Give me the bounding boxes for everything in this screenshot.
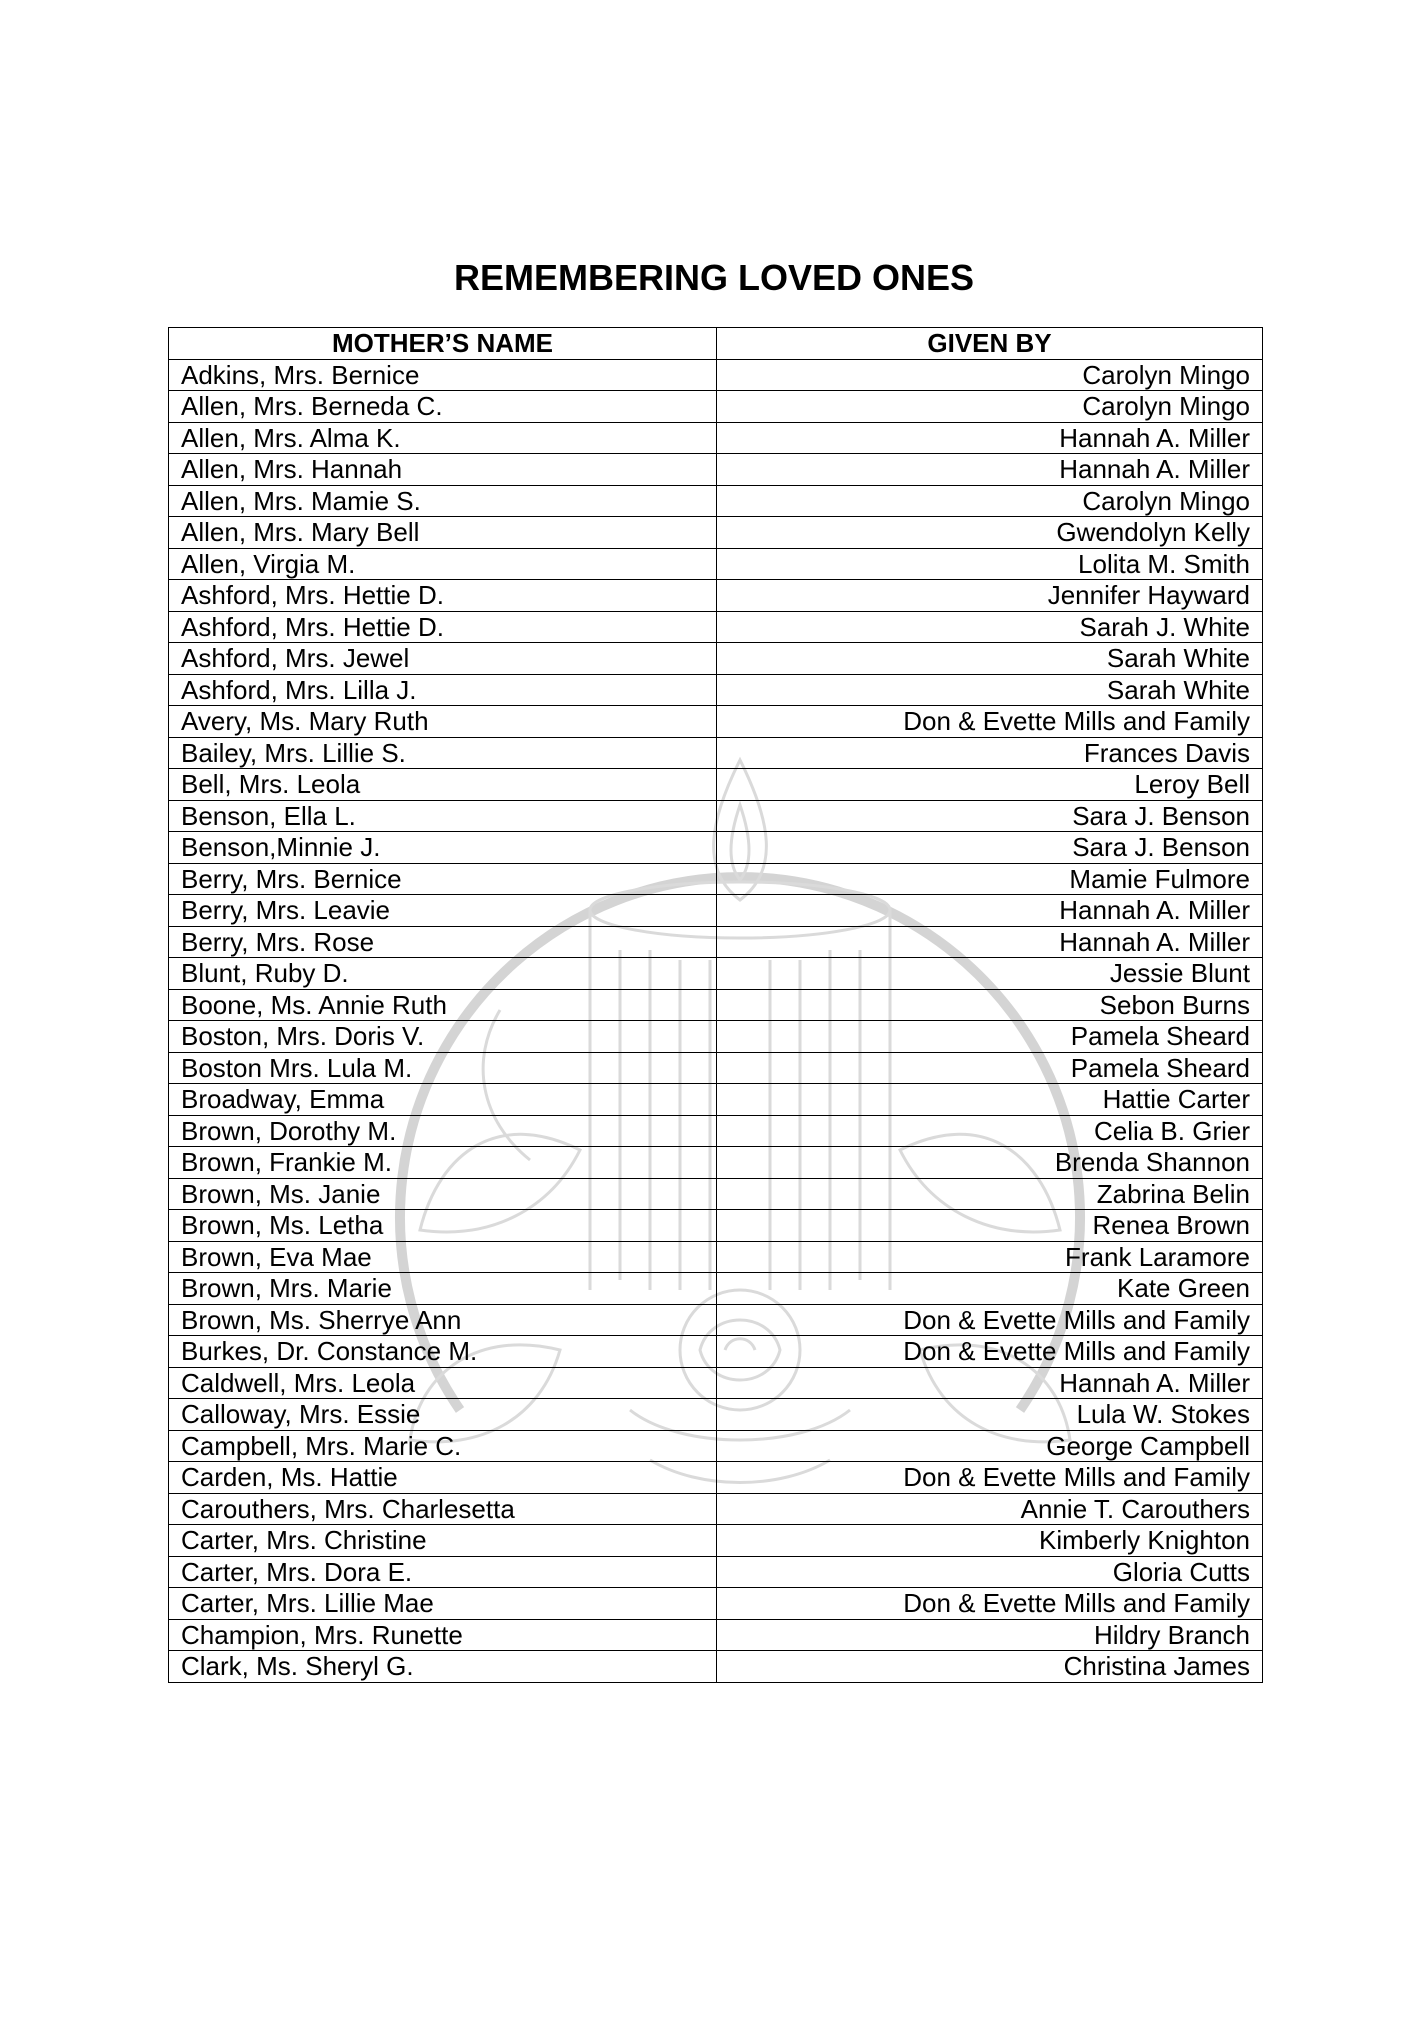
given-by-cell: Don & Evette Mills and Family [717,1462,1263,1494]
given-by-cell: Celia B. Grier [717,1115,1263,1147]
table-row [169,1178,1263,1210]
given-by-cell: Sarah J. White [717,611,1263,643]
mother-name-cell: Bell, Mrs. Leola [169,769,717,801]
table-row [169,643,1263,675]
mother-name-cell: Brown, Eva Mae [169,1241,717,1273]
table-header-row [169,328,1263,360]
given-by-cell: Sarah White [717,643,1263,675]
table-row [169,1304,1263,1336]
given-by-cell: Kate Green [717,1273,1263,1305]
mother-name-cell: Carouthers, Mrs. Charlesetta [169,1493,717,1525]
mother-name-cell: Blunt, Ruby D. [169,958,717,990]
given-by-cell: Gloria Cutts [717,1556,1263,1588]
mother-name-cell: Broadway, Emma [169,1084,717,1116]
given-by-cell: Gwendolyn Kelly [717,517,1263,549]
mother-name-cell: Adkins, Mrs. Bernice [169,359,717,391]
given-by-cell: Zabrina Belin [717,1178,1263,1210]
mother-name-cell: Berry, Mrs. Leavie [169,895,717,927]
table-row [169,1588,1263,1620]
page-title: REMEMBERING LOVED ONES [453,257,975,298]
mother-name-cell: Brown, Ms. Janie [169,1178,717,1210]
table-body [169,359,1263,1682]
given-by-cell: Hannah A. Miller [717,895,1263,927]
mother-name-cell: Avery, Ms. Mary Ruth [169,706,717,738]
table-row [169,517,1263,549]
given-by-cell: Sarah White [717,674,1263,706]
given-by-cell: Pamela Sheard [717,1021,1263,1053]
given-by-cell: Lolita M. Smith [717,548,1263,580]
table-row [169,1241,1263,1273]
table-row [169,1052,1263,1084]
table-row [169,1430,1263,1462]
table-row [169,580,1263,612]
mother-name-cell: Boston, Mrs. Doris V. [169,1021,717,1053]
given-by-cell: Hannah A. Miller [717,1367,1263,1399]
given-by-cell: Frances Davis [717,737,1263,769]
table-row [169,548,1263,580]
table-row [169,1493,1263,1525]
given-by-cell: Don & Evette Mills and Family [717,1304,1263,1336]
table-row [169,1115,1263,1147]
column-header-given-by: GIVEN BY [717,328,1263,360]
given-by-cell: Mamie Fulmore [717,863,1263,895]
table-row [169,611,1263,643]
given-by-cell: Carolyn Mingo [717,485,1263,517]
column-header-mothers-name: MOTHER’S NAME [169,328,717,360]
mother-name-cell: Campbell, Mrs. Marie C. [169,1430,717,1462]
table-row [169,1273,1263,1305]
table-row [169,1619,1263,1651]
table-row [169,863,1263,895]
mother-name-cell: Brown, Mrs. Marie [169,1273,717,1305]
mother-name-cell: Carter, Mrs. Christine [169,1525,717,1557]
mother-name-cell: Allen, Mrs. Berneda C. [169,391,717,423]
table-row [169,737,1263,769]
mother-name-cell: Brown, Ms. Letha [169,1210,717,1242]
table-row [169,674,1263,706]
given-by-cell: Christina James [717,1651,1263,1683]
table-row [169,1084,1263,1116]
given-by-cell: Sara J. Benson [717,832,1263,864]
given-by-cell: Carolyn Mingo [717,359,1263,391]
given-by-cell: Don & Evette Mills and Family [717,1588,1263,1620]
table-row [169,1336,1263,1368]
given-by-cell: George Campbell [717,1430,1263,1462]
memorial-table [168,327,1263,1683]
table-row [169,769,1263,801]
given-by-cell: Sebon Burns [717,989,1263,1021]
table-row [169,800,1263,832]
table-row [169,989,1263,1021]
mother-name-cell: Caldwell, Mrs. Leola [169,1367,717,1399]
table-row [169,1462,1263,1494]
table-row [169,454,1263,486]
table-row [169,1210,1263,1242]
table-row [169,1525,1263,1557]
given-by-cell: Lula W. Stokes [717,1399,1263,1431]
mother-name-cell: Allen, Mrs. Alma K. [169,422,717,454]
given-by-cell: Sara J. Benson [717,800,1263,832]
given-by-cell: Hannah A. Miller [717,422,1263,454]
mother-name-cell: Ashford, Mrs. Hettie D. [169,611,717,643]
mother-name-cell: Allen, Virgia M. [169,548,717,580]
given-by-cell: Kimberly Knighton [717,1525,1263,1557]
table-row [169,706,1263,738]
table-row [169,1147,1263,1179]
given-by-cell: Hildry Branch [717,1619,1263,1651]
given-by-cell: Don & Evette Mills and Family [717,706,1263,738]
table-row [169,832,1263,864]
mother-name-cell: Benson,Minnie J. [169,832,717,864]
mother-name-cell: Boston Mrs. Lula M. [169,1052,717,1084]
table-row [169,391,1263,423]
table-row [169,485,1263,517]
table-row [169,926,1263,958]
mother-name-cell: Bailey, Mrs. Lillie S. [169,737,717,769]
mother-name-cell: Calloway, Mrs. Essie [169,1399,717,1431]
mother-name-cell: Carter, Mrs. Dora E. [169,1556,717,1588]
given-by-cell: Hattie Carter [717,1084,1263,1116]
mother-name-cell: Boone, Ms. Annie Ruth [169,989,717,1021]
mother-name-cell: Allen, Mrs. Mamie S. [169,485,717,517]
table-row [169,1399,1263,1431]
given-by-cell: Brenda Shannon [717,1147,1263,1179]
given-by-cell: Jennifer Hayward [717,580,1263,612]
mother-name-cell: Brown, Dorothy M. [169,1115,717,1147]
given-by-cell: Hannah A. Miller [717,454,1263,486]
given-by-cell: Jessie Blunt [717,958,1263,990]
given-by-cell: Pamela Sheard [717,1052,1263,1084]
table-row [169,958,1263,990]
given-by-cell: Hannah A. Miller [717,926,1263,958]
given-by-cell: Don & Evette Mills and Family [717,1336,1263,1368]
mother-name-cell: Clark, Ms. Sheryl G. [169,1651,717,1683]
mother-name-cell: Berry, Mrs. Bernice [169,863,717,895]
mother-name-cell: Brown, Frankie M. [169,1147,717,1179]
mother-name-cell: Benson, Ella L. [169,800,717,832]
table-row [169,1021,1263,1053]
given-by-cell: Carolyn Mingo [717,391,1263,423]
mother-name-cell: Berry, Mrs. Rose [169,926,717,958]
table-row [169,1651,1263,1683]
mother-name-cell: Burkes, Dr. Constance M. [169,1336,717,1368]
given-by-cell: Annie T. Carouthers [717,1493,1263,1525]
mother-name-cell: Allen, Mrs. Hannah [169,454,717,486]
given-by-cell: Frank Laramore [717,1241,1263,1273]
given-by-cell: Renea Brown [717,1210,1263,1242]
table-row [169,895,1263,927]
mother-name-cell: Carden, Ms. Hattie [169,1462,717,1494]
mother-name-cell: Brown, Ms. Sherrye Ann [169,1304,717,1336]
mother-name-cell: Ashford, Mrs. Lilla J. [169,674,717,706]
table-row [169,1367,1263,1399]
given-by-cell: Leroy Bell [717,769,1263,801]
mother-name-cell: Ashford, Mrs. Jewel [169,643,717,675]
mother-name-cell: Ashford, Mrs. Hettie D. [169,580,717,612]
mother-name-cell: Carter, Mrs. Lillie Mae [169,1588,717,1620]
mother-name-cell: Allen, Mrs. Mary Bell [169,517,717,549]
table-row [169,422,1263,454]
mother-name-cell: Champion, Mrs. Runette [169,1619,717,1651]
table-row [169,1556,1263,1588]
table-row [169,359,1263,391]
